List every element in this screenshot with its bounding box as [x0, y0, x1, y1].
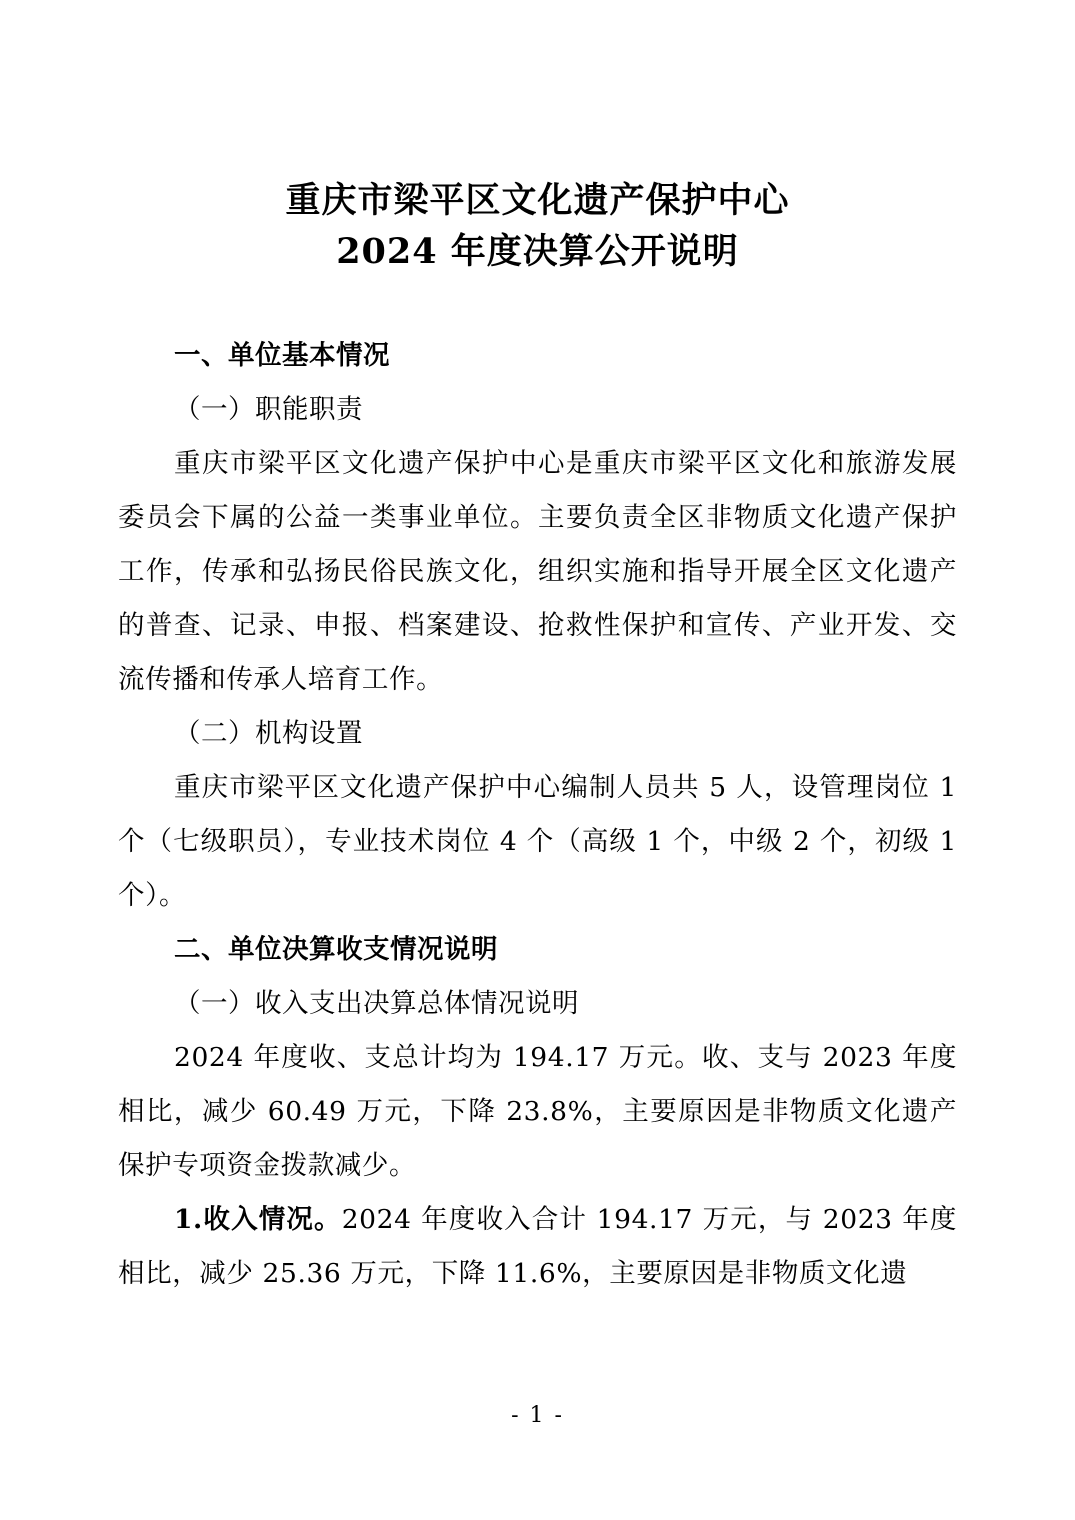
section-1-paragraph-1: 重庆市梁平区文化遗产保护中心是重庆市梁平区文化和旅游发展委员会下属的公益一类事业单位。主要负责全区非物质文化遗产保护工作，传承和弘扬民俗民族文化，组织实施和指导开展全区文化遗产的普查、记录、申报、档案建设、抢救性保护和宣传、产业开发、交流传播和传承人培育工作。 — [118, 448, 957, 695]
page-title-line-1: 重庆市梁平区文化遗产保护中心 — [285, 180, 790, 221]
section-2-heading: 二、单位决算收支情况说明 — [174, 934, 498, 965]
section-2-paragraph-2-rest: 2024 年度收入合计 194.17 万元，与 2023 年度相比，减少 25.36 万元，下降 11.6%，主要原因是非物质文化遗 — [118, 1204, 957, 1289]
page-title — [118, 175, 957, 277]
section-1-subheading-2: （二）机构设置 — [174, 718, 363, 749]
section-2-paragraph-2 — [118, 1193, 957, 1301]
section-1-heading: 一、单位基本情况 — [174, 340, 390, 371]
section-2-subheading-1: （一）收入支出决算总体情况说明 — [174, 988, 579, 1019]
section-2-paragraph-2-lead: 1.收入情况。 — [174, 1204, 342, 1235]
section-1-paragraph-2: 重庆市梁平区文化遗产保护中心编制人员共 5 人，设管理岗位 1 个（七级职员），专业技术岗位 4 个（高级 1 个，中级 2 个，初级 1 个）。 — [118, 772, 957, 911]
section-2-paragraph-1: 2024 年度收、支总计均为 194.17 万元。收、支与 2023 年度相比，减少 60.49 万元，下降 23.8%，主要原因是非物质文化遗产保护专项资金拨款减少。 — [118, 1042, 957, 1181]
page-number: - 1 - — [511, 1403, 564, 1428]
section-1-subheading-1: （一）职能职责 — [174, 394, 363, 425]
page-title-line-2: 2024 年度决算公开说明 — [336, 231, 739, 272]
